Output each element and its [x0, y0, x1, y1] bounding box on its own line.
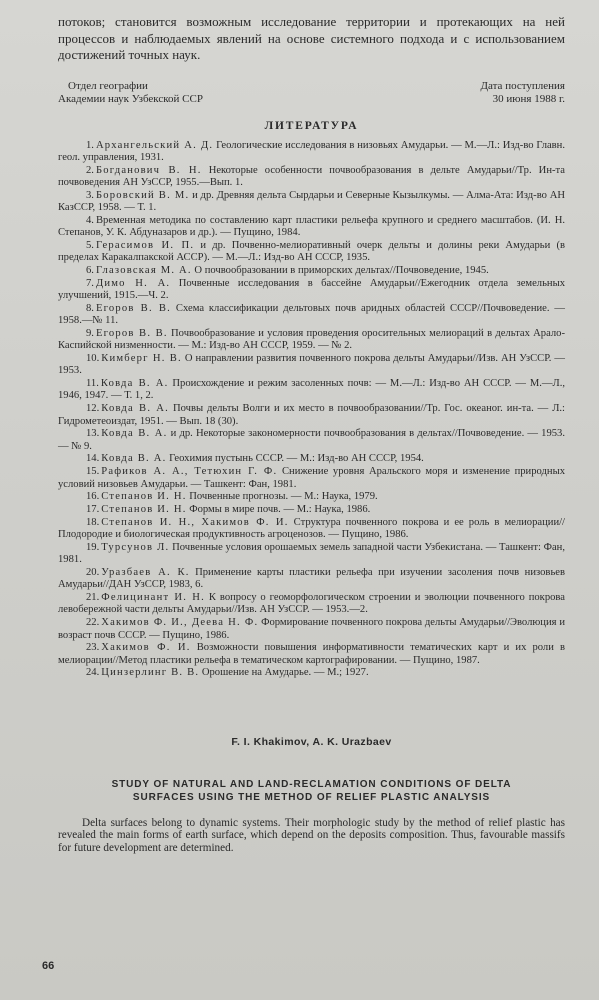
- reference-item: [58, 667, 565, 679]
- reference-number: 18.: [86, 516, 100, 528]
- reference-text: Применение карты пластики рельефа при изучении засоления почв низовьев Амударьи//ДАН УзССР, 1983, 6.: [58, 567, 565, 591]
- reference-item: [58, 403, 565, 428]
- reference-number: 21.: [86, 592, 100, 604]
- reference-text: Происхождение и режим засоленных почв: — М.—Л.: Изд-во АН СССР. — М.—Л., 1946, 1947. — Т. 1, 2.: [58, 378, 565, 402]
- affiliation-line-2: Академии наук Узбекской ССР: [58, 92, 203, 105]
- reference-number: 6.: [86, 264, 94, 276]
- reference-item: [58, 303, 565, 328]
- reference-number: 8.: [86, 302, 94, 314]
- reference-author: Ковда В. А.: [101, 453, 167, 465]
- reference-item: [58, 617, 565, 642]
- reference-number: 16.: [86, 491, 100, 503]
- reference-item: [58, 466, 565, 491]
- reference-text: и др. Древняя дельта Сырдарьи и Северные Кызылкумы. — Алма-Ата: Изд-во АН КазССР, 1958. — Т. 1.: [58, 189, 565, 213]
- reference-number: 5.: [86, 239, 94, 251]
- reference-number: 3.: [86, 189, 94, 201]
- reference-item: [58, 140, 565, 165]
- english-title-line-2: SURFACES USING THE METHOD OF RELIEF PLASTIC ANALYSIS: [132, 792, 491, 804]
- reference-text: Формы в мире почв. — М.: Наука, 1986.: [189, 504, 371, 516]
- references-heading: ЛИТЕРАТУРА: [264, 119, 359, 132]
- reference-number: 11.: [86, 378, 99, 390]
- reference-number: 4.: [86, 214, 94, 226]
- reference-text: О направлении развития почвенного покрова дельты Амударьи//Изв. АН УзССР. — 1953.: [58, 353, 565, 377]
- received-date: [405, 80, 565, 106]
- reference-author: Ковда В. А.: [101, 403, 170, 415]
- reference-text: Снижение уровня Аральского моря и изменение природных условий низовьев Амударьи. — Ташкент: Фан, 1981.: [58, 466, 565, 490]
- reference-text: Геологические исследования в низовьях Амударьи. — М.—Л.: Изд-во Главн. геол. управления, 1931.: [58, 139, 565, 163]
- reference-author: Богданович В. Н.: [95, 164, 202, 176]
- reference-item: [58, 353, 565, 378]
- english-title: [58, 778, 565, 805]
- reference-author: Уразбаев А. К.: [101, 567, 190, 579]
- reference-author: Рафиков А. А., Тетюхин Г. Ф.: [101, 466, 278, 478]
- reference-number: 9.: [86, 327, 94, 339]
- reference-item: [58, 453, 565, 465]
- reference-item: [58, 517, 565, 542]
- reference-author: Глазовская М. А.: [95, 264, 192, 276]
- reference-text: К вопросу о геоморфологическом строении и эволюции почвенного покрова левобережной части дельты Амударьи//Изв. АН УзССР. — 1953.—2.: [58, 592, 565, 616]
- reference-item: [58, 165, 565, 190]
- reference-author: Степанов И. Н.: [101, 491, 187, 503]
- reference-text: Формирование почвенного покрова дельты Амударьи//Эволюция и возраст почв СССР. — Пущино, 1986.: [58, 617, 565, 641]
- reference-item: [58, 567, 565, 592]
- reference-author: Ковда В. А.: [100, 378, 169, 390]
- reference-text: Орошение на Амударье. — М.; 1927.: [201, 667, 369, 679]
- reference-text: Некоторые особенности почвообразования в дельте Амударьи//Тр. Ин-та почвоведения АН УзССР, 1955.—Вып. 1.: [58, 164, 565, 188]
- reference-text: О почвообразовании в приморских дельтах//Почвоведение, 1945.: [194, 264, 489, 276]
- reference-text: Схема классификации дельтовых почв аридных областей СССР//Почвоведение. — 1958.—№ 11.: [58, 302, 566, 327]
- reference-text: Структура почвенного покрова и ее роль в мелиорации//Плодородие и биологическая продуктивность агроценозов. — Пущино, 1986.: [58, 516, 565, 541]
- received-line-1: Дата поступления: [480, 79, 565, 92]
- reference-author: Турсунов Л.: [101, 542, 170, 553]
- reference-number: 24.: [86, 667, 100, 679]
- reference-item: [58, 240, 565, 265]
- reference-text: Почвенные прогнозы. — М.: Наука, 1979.: [189, 491, 378, 503]
- reference-author: Цинзерлинг В. В.: [101, 667, 200, 679]
- reference-text: и др. Некоторые закономерности почвообразования в дельтах//Почвоведение. — 1953. — № 9.: [58, 428, 565, 452]
- intro-paragraph: потоков; становится возможным исследование территории и протекающих на ней процессов и наблюдаемых явлений на основе системного подхода и с использованием достижений точных наук.: [58, 14, 565, 62]
- reference-text: Почвы дельты Волги и их место в почвообразовании//Тр. Гос. океаног. ин-та. — Л.: Гидрометеоиздат, 1951. — Вып. 18 (30).: [58, 403, 565, 427]
- reference-item: [58, 265, 565, 277]
- reference-number: 10.: [86, 353, 100, 365]
- reference-text: Возможности повышения информативности тематических карт и их роли в мелиорации//Метод пластики рельефа в тематическом картографировании. — Пущино, 1987.: [58, 642, 566, 666]
- reference-author: Егоров В. В.: [95, 327, 168, 339]
- reference-item: [58, 278, 565, 303]
- received-line-2: 30 июня 1988 г.: [492, 92, 565, 105]
- reference-text: Почвообразование и условия проведения оросительных мелиораций в дельтах Арало-Каспийской низменности. — М.: Изд-во АН СССР, 1959. — № 2.: [58, 327, 566, 352]
- english-title-line-1: STUDY OF NATURAL AND LAND-RECLAMATION CONDITIONS OF DELTA: [111, 778, 512, 790]
- reference-author: Димо Н. А.: [95, 277, 171, 289]
- reference-number: 13.: [86, 428, 100, 440]
- reference-number: 14.: [86, 453, 100, 465]
- english-authors: F. I. Khakimov, A. K. Urazbaev: [231, 735, 392, 748]
- reference-number: 19.: [86, 542, 100, 553]
- references-list: [58, 140, 565, 680]
- reference-item: [58, 215, 565, 240]
- english-abstract: Delta surfaces belong to dynamic systems. Their morphologic study by the method of relief plastic has revealed the main forms of earth surface, which depend on the deposits composition. Thus, favourable massifs for future development are determined.: [58, 816, 565, 854]
- reference-text: и др. Почвенно-мелиоративный очерк дельты и долины реки Амударьи (в пределах Каракалпакской АССР). — М.—Л.: Изд-во АН СССР, 1935.: [58, 239, 565, 264]
- signature-block: [58, 80, 565, 106]
- affiliation: [58, 80, 288, 106]
- reference-item: [58, 592, 565, 617]
- reference-number: 17.: [86, 504, 100, 516]
- page-number: 66: [42, 960, 55, 972]
- reference-author: Егоров В. В.: [95, 302, 171, 314]
- reference-author: Архангельский А. Д.: [95, 139, 214, 151]
- reference-author: Фелицинант И. Н.: [101, 592, 205, 604]
- reference-text: Почвенные исследования в бассейне Амударьи//Ежегодник отдела земельных улучшений, 1915.—Ч. 2.: [58, 277, 566, 302]
- reference-item: [58, 378, 565, 403]
- reference-author: Хакимов Ф. И.: [101, 642, 191, 654]
- reference-author: Хакимов Ф. И., Деева Н. Ф.: [101, 617, 259, 629]
- reference-item: [58, 328, 565, 353]
- reference-author: Герасимов И. П.: [95, 239, 195, 251]
- reference-item: [58, 542, 565, 567]
- reference-author: Кимберг Н. В.: [101, 353, 182, 365]
- reference-item: [58, 190, 565, 215]
- reference-author: Степанов И. Н.: [101, 504, 187, 516]
- reference-number: 23.: [86, 642, 100, 654]
- reference-item: [58, 504, 565, 516]
- reference-number: 7.: [86, 277, 94, 289]
- affiliation-line-1: Отдел географии: [68, 79, 148, 92]
- reference-number: 20.: [86, 567, 100, 579]
- reference-number: 12.: [86, 403, 100, 415]
- reference-text: Временная методика по составлению карт пластики рельефа крупного и среднего масштабов. (И. Н. Степанов, У. К. Абдуназаров и др.). — Пущино, 1984.: [58, 214, 565, 239]
- reference-text: Геохимия пустынь СССР. — М.: Изд-во АН СССР, 1954.: [169, 453, 424, 465]
- reference-number: 1.: [86, 139, 94, 151]
- reference-item: [58, 491, 565, 503]
- reference-item: [58, 642, 565, 667]
- reference-author: Боровский В. М.: [95, 189, 190, 201]
- reference-item: [58, 428, 565, 453]
- reference-number: 15.: [86, 466, 100, 478]
- reference-author: Ковда В. А.: [101, 428, 168, 440]
- reference-text: Почвенные условия орошаемых земель западной части Узбекистана. — Ташкент: Фан, 1981.: [58, 542, 565, 566]
- reference-number: 22.: [86, 617, 100, 629]
- reference-number: 2.: [86, 164, 94, 176]
- reference-author: Степанов И. Н., Хакимов Ф. И.: [101, 516, 289, 528]
